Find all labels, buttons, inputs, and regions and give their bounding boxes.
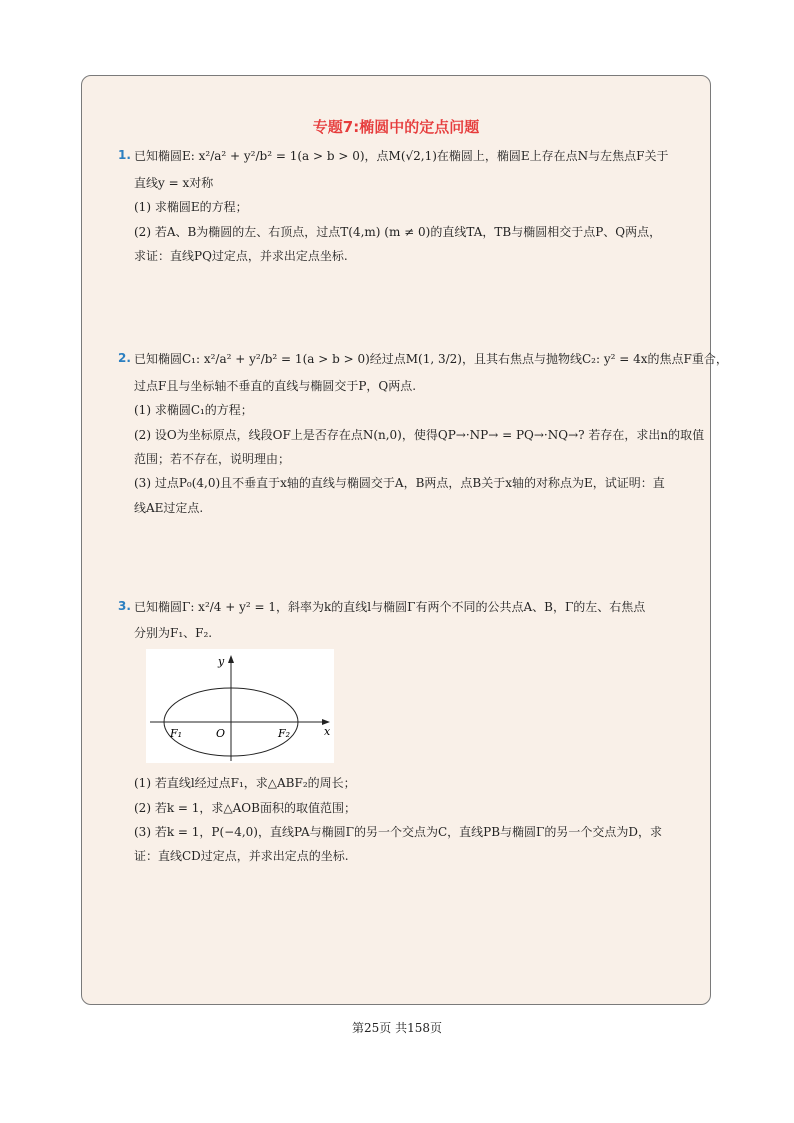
f1-label: F₁ (170, 727, 183, 740)
problem-line: 已知椭圆E: x²/a² + y²/b² = 1(a > b > 0)，点M(√2,1)在椭圆上，椭圆E上存在点N与左焦点F关于 (134, 149, 669, 163)
problem-line: (1) 求椭圆E的方程； (134, 200, 248, 214)
problem-number: 3. (118, 599, 131, 613)
ellipse-diagram (146, 649, 334, 763)
problem-line: 直线y = x对称 (134, 176, 214, 190)
problem-line: (3) 过点P₀(4,0)且不垂直于x轴的直线与椭圆交于A，B两点，点B关于x轴的对称点为E，试证明：直 (134, 476, 665, 490)
problem-line: (2) 若A、B为椭圆的左、右顶点，过点T(4,m) (m ≠ 0)的直线TA，TB与椭圆相交于点P、Q两点， (134, 225, 662, 239)
problem-line: 求证：直线PQ过定点，并求出定点坐标. (134, 249, 348, 263)
page-title: 专题7:椭圆中的定点问题 (312, 118, 480, 136)
ellipse-figure (146, 649, 334, 763)
problem-line: 过点F且与坐标轴不垂直的直线与椭圆交于P，Q两点. (134, 379, 417, 393)
x-axis-label: x (324, 725, 331, 738)
problem-line: (2) 设O为坐标原点，线段OF上是否存在点N(n,0)，使得QP→·NP→ = PQ→·NQ→? 若存在，求出n的取值 (134, 428, 705, 442)
problem-number: 2. (118, 351, 131, 365)
page-footer: 第25页 共158页 (352, 1021, 442, 1035)
problem-number: 1. (118, 148, 131, 162)
problem-line: 证：直线CD过定点，并求出定点的坐标. (134, 849, 349, 863)
content-card (81, 75, 728, 1005)
origin-label: O (216, 727, 226, 740)
problem-line: 已知椭圆Γ: x²/4 + y² = 1，斜率为k的直线l与椭圆Γ有两个不同的公共点A、B，Γ的左、右焦点 (134, 600, 646, 614)
problem-line: 线AE过定点. (134, 501, 204, 515)
problem-line: 已知椭圆C₁: x²/a² + y²/b² = 1(a > b > 0)经过点M(1, 3/2)，且其右焦点与抛物线C₂: y² = 4x的焦点F重合， (134, 352, 728, 366)
problem-line: 分别为F₁、F₂. (134, 626, 213, 640)
y-axis-arrow (228, 655, 234, 663)
problem-line: 范围；若不存在，说明理由； (134, 452, 291, 466)
problem-line: (2) 若k = 1，求△AOB面积的取值范围； (134, 801, 356, 815)
problem-line: (1) 若直线l经过点F₁，求△ABF₂的周长； (134, 776, 356, 790)
y-axis-label: y (218, 655, 225, 668)
f2-label: F₂ (278, 727, 291, 740)
problem-line: (1) 求椭圆C₁的方程； (134, 403, 253, 417)
problem-line: (3) 若k = 1，P(−4,0)，直线PA与椭圆Γ的另一个交点为C，直线PB与椭圆Γ的另一个交点为D，求 (134, 825, 662, 839)
